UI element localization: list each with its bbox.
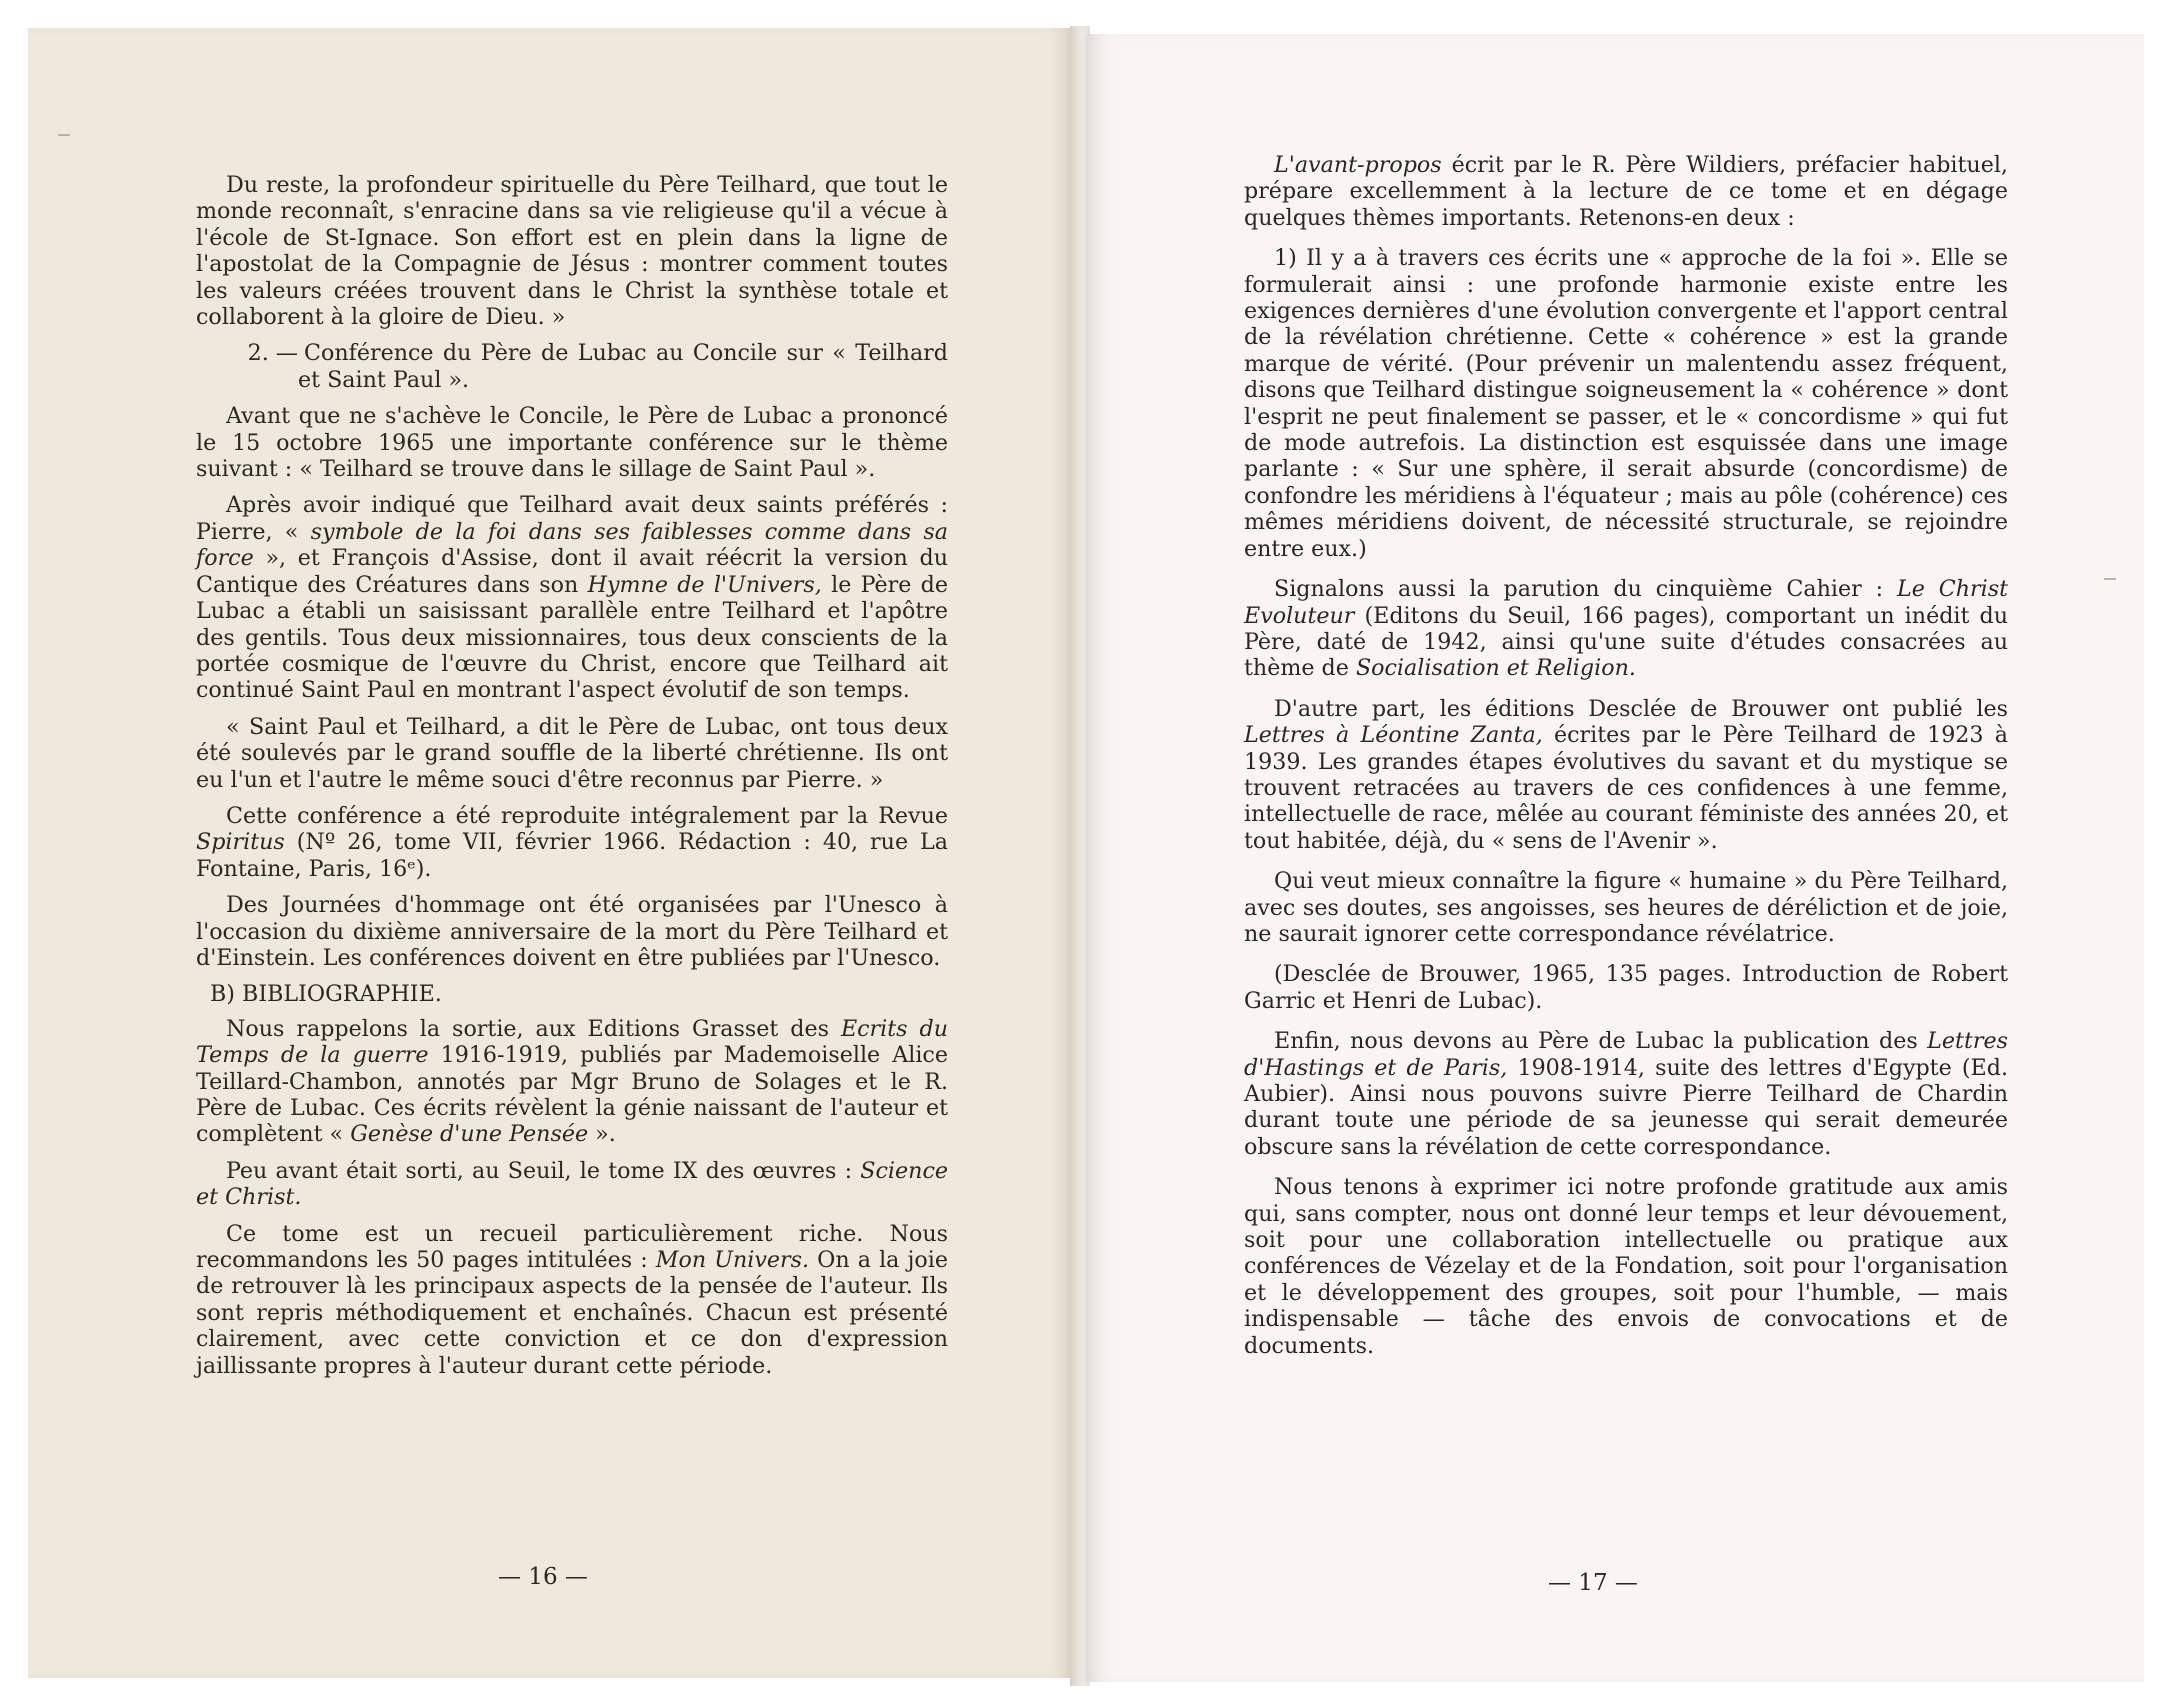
list-item-conference xyxy=(196,340,948,393)
text-run: D'autre part, les éditions Desclée de Brouwer ont publié les xyxy=(1274,695,2008,722)
text-run: Peu avant était sorti, au Seuil, le tome IX des œuvres : xyxy=(226,1157,861,1184)
text-run: », et François d'Assise, dont il avait réécrit la version du Cantique des Créatures dans son xyxy=(196,545,948,598)
italic-run: symbole de la foi dans ses faiblesses comme dans sa force xyxy=(196,518,948,572)
scan-mark xyxy=(2104,578,2116,580)
paragraph: Des Journées d'hommage ont été organisées par l'Unesco à l'occasion du dixième anniversaire de la mort du Père Teilhard et d'Einstein. Les conférences doivent en être publiées par l'Unesco. xyxy=(196,892,948,971)
italic-run: Genèse d'une Pensée xyxy=(350,1121,589,1148)
paragraph xyxy=(196,1221,948,1379)
right-page-text xyxy=(1244,152,2008,1373)
paragraph: Qui veut mieux connaître la figure « humaine » du Père Teilhard, avec ses doutes, ses angoisses, ses heures de déréliction et de joie, ne saurait ignorer cette correspondance révélatrice. xyxy=(1244,868,2008,947)
italic-run: Mon Univers. xyxy=(655,1247,810,1274)
italic-run: Hymne de l'Univers, xyxy=(587,571,822,598)
italic-run: L'avant-propos xyxy=(1274,152,1442,178)
italic-run: Le Christ Evoluteur xyxy=(1244,576,2008,629)
text-run: Enfin, nous devons au Père de Lubac la publication des xyxy=(1274,1028,1928,1055)
text-run: Signalons aussi la parution du cinquième Cahier : xyxy=(1274,576,1897,603)
paragraph xyxy=(1244,1028,2008,1160)
paragraph: (Desclée de Brouwer, 1965, 135 pages. Introduction de Robert Garric et Henri de Lubac). xyxy=(1244,961,2008,1014)
list-text: Conférence du Père de Lubac au Concile sur « Teilhard et Saint Paul ». xyxy=(298,340,948,393)
text-run: le Père de Lubac a établi un saisissant parallèle entre Teilhard et l'apôtre des gentils. Tous deux missionnaires, tous deux conscients de la portée cosmique de l'œuvre du Christ, encore que Teilhard ait continué Saint Paul en montrant l'aspect évolutif de son temps. xyxy=(196,571,948,704)
page-number: — 17 — xyxy=(1548,1570,1638,1596)
paragraph: Du reste, la profondeur spirituelle du Père Teilhard, que tout le monde reconnaît, s'enracine dans sa vie religieuse qu'il a vécue à l'école de St-Ignace. Son effort est en plein dans la ligne de l'apostolat de la Compagnie de Jésus : montrer comment toutes les valeurs créées trouvent dans le Christ la synthèse totale et collaborent à la gloire de Dieu. » xyxy=(196,172,948,331)
page-number: — 16 — xyxy=(498,1564,588,1590)
paragraph xyxy=(1244,696,2008,854)
scan-mark xyxy=(58,134,70,136)
paragraph xyxy=(1244,152,2008,231)
text-run: Après avoir indiqué que Teilhard avait deux saints préférés : Pierre, « xyxy=(196,492,948,545)
text-run: Ce tome est un recueil particulièrement riche. Nous recommandons les 50 pages intitulées : xyxy=(196,1220,948,1274)
paragraph xyxy=(196,1016,948,1148)
paragraph: Avant que ne s'achève le Concile, le Père de Lubac a prononcé le 15 octobre 1965 une importante conférence sur le thème suivant : « Teilhard se trouve dans le sillage de Saint Paul ». xyxy=(196,403,948,483)
italic-run: Lettres à Léontine Zanta, xyxy=(1244,722,1543,749)
text-run: On a la joie de retrouver là les principaux aspects de la pensée de l'auteur. Ils sont repris méthodiquement et enchaînés. Chacun est présenté clairement, avec cette conviction et ce don d'expression jaillissante propres à l'auteur durant cette période. xyxy=(196,1247,948,1379)
italic-run: Science et Christ. xyxy=(196,1157,948,1211)
text-run: (Editons du Seuil, 166 pages), comportant un inédit du Père, daté de 1942, ainsi qu'une suite d'études consacrées au thème de xyxy=(1244,602,2008,682)
text-run: écrit par le R. Père Wildiers, préfacier habituel, prépare excellemment à la lecture de ce tome et en dégage quelques thèmes importants. Retenons-en deux : xyxy=(1244,152,2008,231)
paragraph: Nous tenons à exprimer ici notre profonde gratitude aux amis qui, sans compter, nous ont donné leur temps et leur dévouement, soit pour une collaboration intellectuelle ou pratique aux conférences de Vézelay et de la Fondation, soit pour l'organisation et le développement des groupes, soit pour l'humble, — mais indispensable — tâche des envois de convocations et de documents. xyxy=(1244,1174,2008,1359)
paragraph: « Saint Paul et Teilhard, a dit le Père de Lubac, ont tous deux été soulevés par le grand souffle de la liberté chrétienne. Ils ont eu l'un et l'autre le même souci d'être reconnus par Pierre. » xyxy=(196,713,948,793)
left-page-text xyxy=(196,172,948,1389)
right-page xyxy=(1086,34,2144,1682)
paragraph xyxy=(1244,576,2008,682)
section-heading: B) BIBLIOGRAPHIE. xyxy=(210,981,442,1008)
text-run: Cette conférence a été reproduite intégralement par la Revue xyxy=(226,802,948,829)
left-page xyxy=(28,28,1074,1678)
text-run: Nous rappelons la sortie, aux Editions Grasset des xyxy=(226,1015,841,1042)
italic-run: Spiritus xyxy=(196,829,285,856)
italic-run: Ecrits du Temps de la guerre xyxy=(196,1015,948,1069)
paragraph xyxy=(196,492,948,703)
list-number: 2. — xyxy=(247,340,298,367)
paragraph: 1) Il y a à travers ces écrits une « approche de la foi ». Elle se formulerait ainsi : une profonde harmonie existe entre les exigences dernières d'une évolution convergente et l'apport central de la révélation chrétienne. Cette « cohérence » est la grande marque de vérité. (Pour prévenir un malentendu assez fréquent, disons que Teilhard distingue soigneusement la « cohérence » dont l'esprit ne peut finalement se passer, et le « concordisme » qui fut de mode autrefois. La distinction est esquissée dans une image parlante : « Sur une sphère, il serait absurde (concordisme) de confondre les méridiens à l'équateur ; mais au pôle (cohérence) ces mêmes méridiens doivent, de nécessité structurale, se rejoindre entre eux.) xyxy=(1244,245,2008,562)
text-run: 1916-1919, publiés par Mademoiselle Alice Teillard-Chambon, annotés par Mgr Bruno de Solages et le R. Père de Lubac. Ces écrits révèlent la génie naissant de l'auteur et complètent « xyxy=(196,1042,948,1148)
italic-run: Lettres d'Hastings et de Paris, xyxy=(1244,1028,2008,1081)
text-run: 1908-1914, suite des lettres d'Egypte (Ed. Aubier). Ainsi nous pouvons suivre Pierre Teilhard de Chardin durant toute une période de sa jeunesse qui serait demeurée obscure sans la révélation de cette correspondance. xyxy=(1244,1054,2008,1160)
text-run: ». xyxy=(588,1121,616,1148)
text-run: écrites par le Père Teilhard de 1923 à 1939. Les grandes étapes évolutives du savant et du mystique se trouvent retracées au travers de ces confidences à une femme, intellectuelle de race, mêlée au courant féministe des années 20, et tout habitée, déjà, du « sens de l'Avenir ». xyxy=(1244,722,2008,854)
paragraph xyxy=(196,1158,948,1211)
text-run: (Nº 26, tome VII, février 1966. Rédaction : 40, rue La Fontaine, Paris, 16ᵉ). xyxy=(196,829,948,882)
italic-run: Socialisation et Religion. xyxy=(1355,655,1636,682)
paragraph xyxy=(196,803,948,882)
